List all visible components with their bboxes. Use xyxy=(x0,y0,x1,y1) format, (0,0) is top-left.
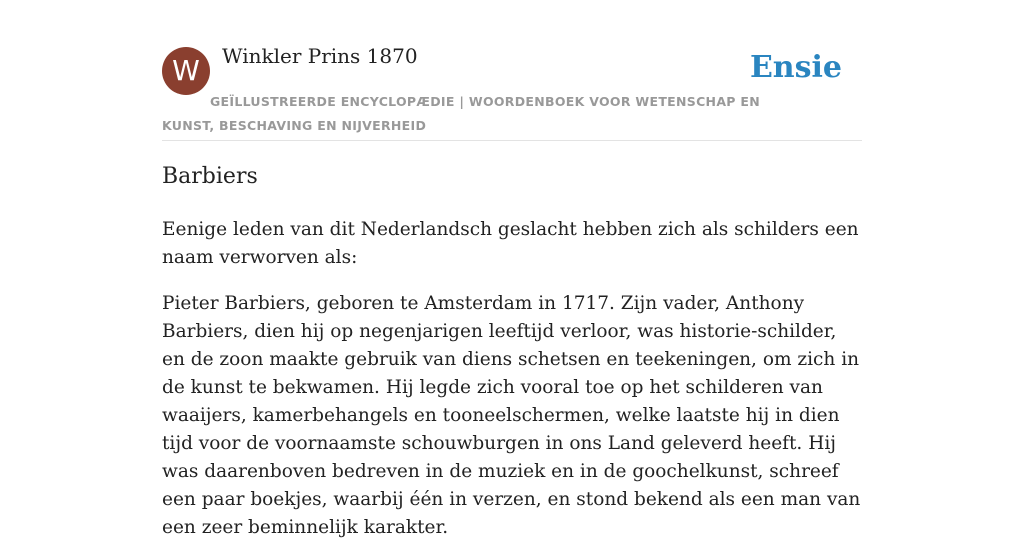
source-avatar[interactable]: W xyxy=(162,47,210,95)
brand-logo[interactable]: Ensie xyxy=(749,50,842,85)
header xyxy=(162,0,862,141)
entry-paragraph: Pieter Barbiers, geboren te Amsterdam in 1717. Zijn vader, Anthony Barbiers, dien hij op negenjarigen leeftijd verloor, was historie-schilder, en de zoon maakte gebruik van diens schetsen en teekeningen, om zich in de kunst te bekwamen. Hij legde zich vooral toe op het schilderen van waaijers, kamerbehangels en tooneelschermen, welke laatste hij in dien tijd voor de voornaamste schouwburgen in ons Land geleverd heeft. Hij was daarenboven bedreven in de muziek en in de goochelkunst, schreef een paar boekjes, waarbij één in verzen, en stond bekend als een man van een zeer beminnelijk karakter. xyxy=(162,293,861,538)
page xyxy=(162,0,862,538)
source-title[interactable]: Winkler Prins 1870 xyxy=(222,44,418,68)
entry-paragraph: Eenige leden van dit Nederlandsch geslacht hebben zich als schilders een naam verworven als: xyxy=(162,219,859,268)
entry-body xyxy=(162,216,862,560)
entry-title: Barbiers xyxy=(162,164,258,189)
source-subtitle: GEÏLLUSTREERDE ENCYCLOPÆDIE | WOORDENBOEK VOOR WETENSCHAP EN KUNST, BESCHAVING EN NIJVERHEID xyxy=(162,94,760,133)
